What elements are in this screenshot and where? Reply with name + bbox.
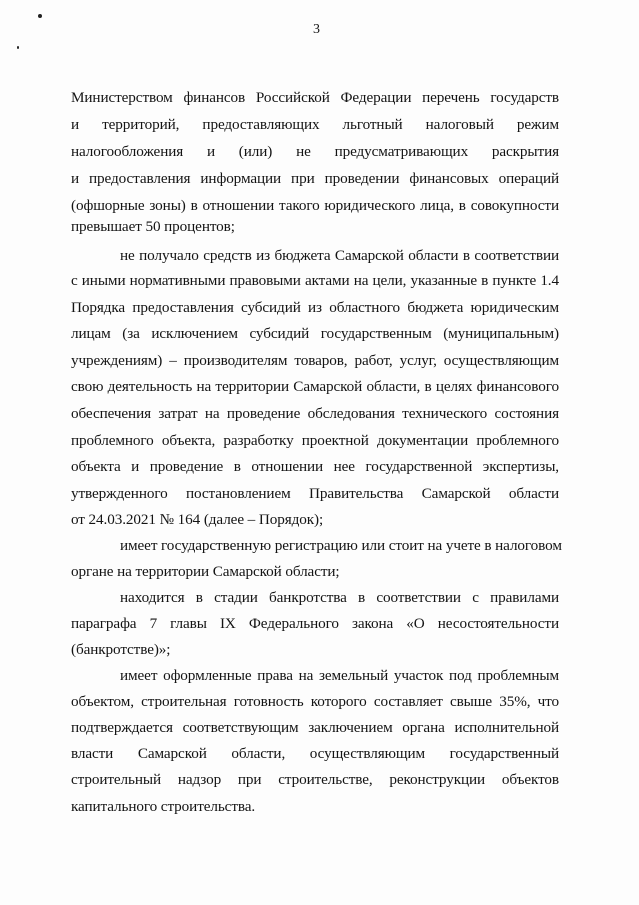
text-line: не получало средств из бюджета Самарской области в соответствии (120, 247, 559, 264)
text-line: подтверждается соответствующим заключением органа исполнительной (71, 719, 559, 736)
text-line: органе на территории Самарской области; (71, 563, 340, 580)
text-line: имеет государственную регистрацию или стоит на учете в налоговом (120, 537, 562, 554)
text-line: объекта и проведение в отношении нее государственной экспертизы, (71, 458, 559, 475)
scan-speck (17, 46, 19, 49)
text-line: находится в стадии банкротства в соответствии с правилами (120, 589, 559, 606)
text-line: проблемного объекта, разработку проектной документации проблемного (71, 432, 559, 449)
text-line: свою деятельность на территории Самарской области, в целях финансового (71, 378, 559, 395)
text-line: превышает 50 процентов; (71, 218, 235, 235)
text-line: власти Самарской области, осуществляющим государственный (71, 745, 559, 762)
text-line: капитального строительства. (71, 798, 256, 815)
text-line: и территорий, предоставляющих льготный налоговый режим (71, 116, 559, 133)
text-line: Порядка предоставления субсидий из областного бюджета юридическим (71, 299, 559, 316)
text-line: строительный надзор при строительстве, реконструкции объектов (71, 771, 559, 788)
text-line: от 24.03.2021 № 164 (далее – Порядок); (71, 511, 324, 528)
text-line: обеспечения затрат на проведение обследования технического состояния (71, 405, 559, 422)
page-number: 3 (313, 22, 320, 37)
text-line: с иными нормативными правовыми актами на цели, указанные в пункте 1.4 (71, 272, 559, 289)
text-line: (офшорные зоны) в отношении такого юридического лица, в совокупности (71, 197, 559, 214)
text-line: утвержденного постановлением Правительства Самарской области (71, 485, 559, 502)
text-line: налогообложения и (или) не предусматривающих раскрытия (71, 143, 559, 160)
text-line: Министерством финансов Российской Федерации перечень государств (71, 89, 559, 106)
text-line: параграфа 7 главы IX Федерального закона «О несостоятельности (71, 615, 559, 632)
text-line: объектом, строительная готовность которого составляет свыше 35%, что (71, 693, 559, 710)
text-line: учреждениям) – производителям товаров, работ, услуг, осуществляющим (71, 352, 559, 369)
text-line: (банкротстве)»; (71, 641, 171, 658)
scan-speck (38, 14, 42, 18)
text-line: и предоставления информации при проведении финансовых операций (71, 170, 559, 187)
text-line: имеет оформленные права на земельный участок под проблемным (120, 667, 559, 684)
text-line: лицам (за исключением субсидий государственным (муниципальным) (71, 325, 559, 342)
